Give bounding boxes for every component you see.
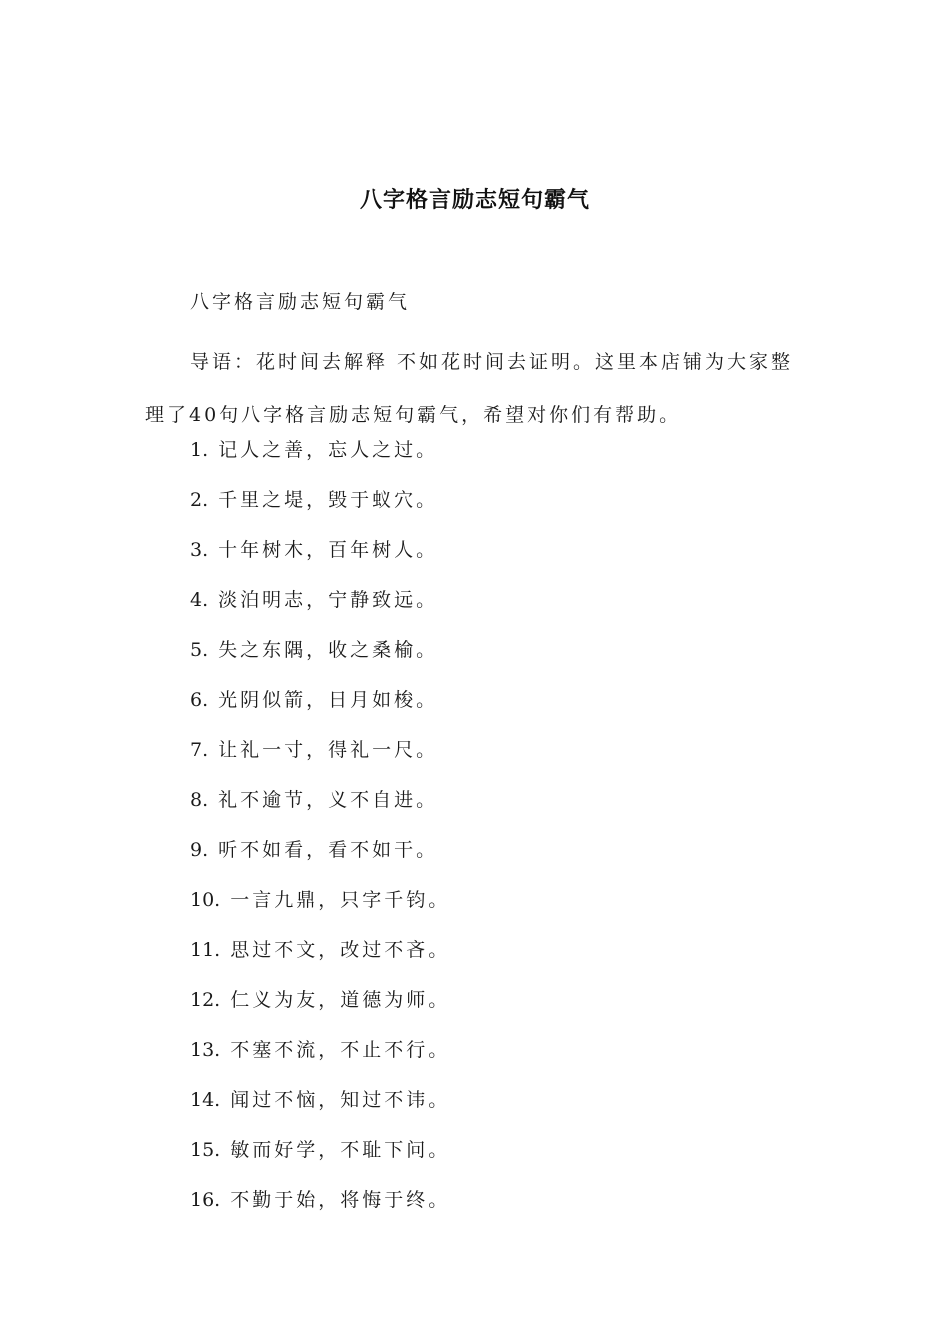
item-text: 千里之堤，毁于蚁穴。 [218,489,439,511]
item-text: 仁义为友，道德为师。 [230,989,451,1011]
item-text: 不勤于始，将悔于终。 [230,1189,451,1211]
list-item [190,986,450,1036]
item-number: 1. [190,439,209,461]
item-text: 光阴似箭，日月如梭。 [218,689,439,711]
item-number: 14. [190,1089,221,1111]
item-text: 失之东隅，收之桑榆。 [218,639,439,661]
item-text: 礼不逾节，义不自进。 [218,789,439,811]
item-number: 12. [190,989,221,1011]
item-number: 13. [190,1039,221,1061]
item-text: 记人之善，忘人之过。 [218,439,439,461]
item-number: 8. [190,789,209,811]
list-item [190,1186,450,1236]
item-number: 6. [190,689,209,711]
list-item [190,536,450,586]
item-text: 一言九鼎，只字千钧。 [230,889,451,911]
item-number: 2. [190,489,209,511]
quote-list [190,436,450,1236]
intro-paragraph: 导语：花时间去解释 不如花时间去证明。这里本店铺为大家整理了40句八字格言励志短句霸气，希望对你们有帮助。 [145,351,794,426]
item-text: 敏而好学，不耻下问。 [230,1139,451,1161]
item-text: 思过不文，改过不吝。 [230,939,451,961]
list-item [190,1086,450,1136]
item-number: 9. [190,839,209,861]
item-number: 10. [190,889,221,911]
document-title: 八字格言励志短句霸气 [359,187,590,213]
item-text: 不塞不流，不止不行。 [230,1039,451,1061]
list-item [190,636,450,686]
list-item [190,586,450,636]
item-number: 15. [190,1139,221,1161]
item-text: 淡泊明志，宁静致远。 [218,589,439,611]
item-text: 听不如看，看不如干。 [218,839,439,861]
list-item [190,1036,450,1086]
list-item [190,936,450,986]
item-number: 16. [190,1189,221,1211]
document-subtitle: 八字格言励志短句霸气 [190,291,411,313]
list-item [190,836,450,886]
item-number: 3. [190,539,209,561]
list-item [190,486,450,536]
item-text: 让礼一寸，得礼一尺。 [218,739,439,761]
list-item [190,436,450,486]
item-number: 4. [190,589,209,611]
list-item [190,736,450,786]
list-item [190,686,450,736]
item-number: 7. [190,739,209,761]
list-item [190,1136,450,1186]
list-item [190,786,450,836]
item-text: 闻过不恼，知过不讳。 [230,1089,451,1111]
item-number: 11. [190,939,221,961]
item-text: 十年树木，百年树人。 [218,539,439,561]
list-item [190,886,450,936]
item-number: 5. [190,639,209,661]
